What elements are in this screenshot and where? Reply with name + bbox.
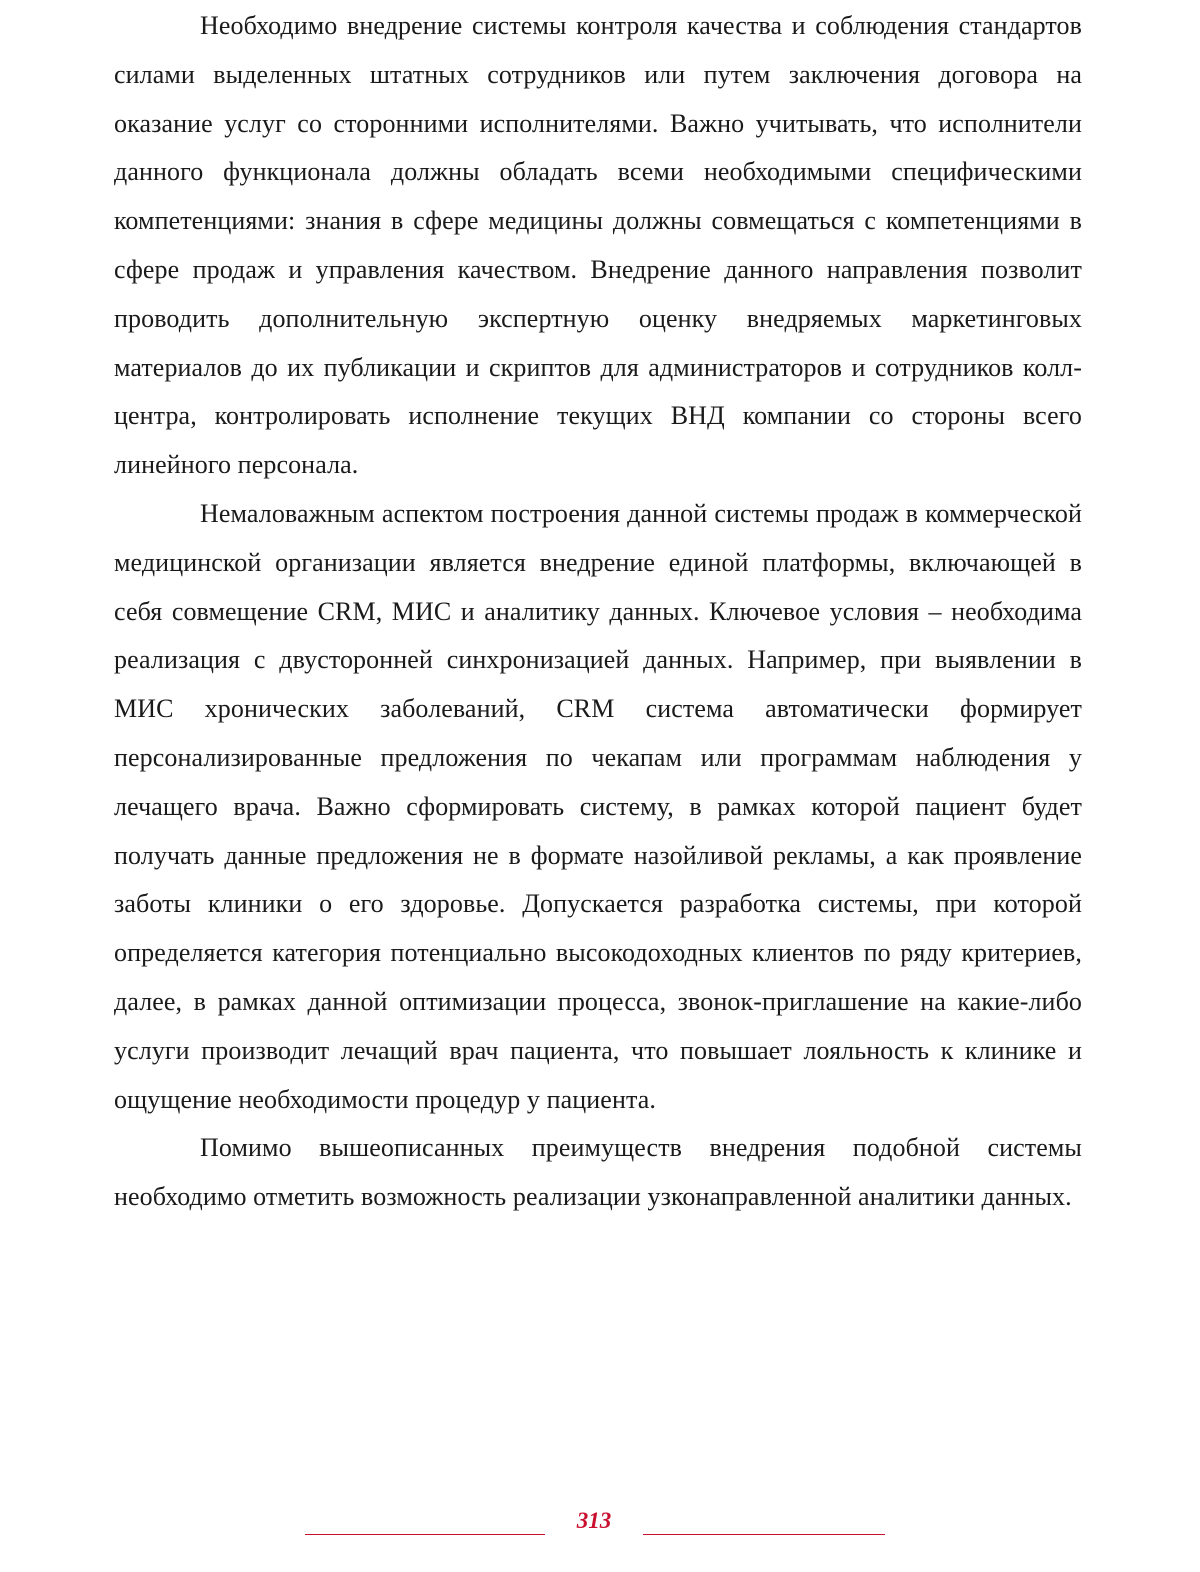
page-footer: [0, 1500, 1200, 1550]
footer-rule-right: [643, 1534, 885, 1535]
footer-rule-left: [305, 1534, 545, 1535]
paragraph-1: Необходимо внедрение системы контроля качества и соблюдения стандартов силами выделенных штатных сотрудников или путем заключения договора на оказание услуг со сторонними исполнителями. Важно учитывать, что исполнители данного функционала должны обладать всеми необходимыми специфическими компетенциями: знания в сфере медицины должны совмещаться с компетенциями в сфере продаж и управления качеством. Внедрение данного направления позволит проводить дополнительную экспертную оценку внедряемых маркетинговых материалов до их публикации и скриптов для администраторов и сотрудников колл-центра, контролировать исполнение текущих ВНД компании со стороны всего линейного персонала.: [114, 11, 1082, 480]
paragraph-2: Немаловажным аспектом построения данной системы продаж в коммерческой медицинской организации является внедрение единой платформы, включающей в себя совмещение CRM, МИС и аналитику данных. Ключевое условия – необходима реализация с двусторонней синхронизацией данных. Например, при выявлении в МИС хронических заболеваний, CRM система автоматически формирует персонализированные предложения по чекапам или программам наблюдения у лечащего врача. Важно сформировать систему, в рамках которой пациент будет получать данные предложения не в формате назойливой рекламы, а как проявление заботы клиники о его здоровье. Допускается разработка системы, при которой определяется категория потенциально высокодоходных клиентов по ряду критериев, далее, в рамках данной оптимизации процесса, звонок-приглашение на какие-либо услуги производит лечащий врач пациента, что повышает лояльность к клинике и ощущение необходимости процедур у пациента.: [114, 498, 1082, 1114]
page-number: 313: [576, 1508, 612, 1533]
paragraph-3: Помимо вышеописанных преимуществ внедрения подобной системы необходимо отметить возможность реализации узконаправленной аналитики данных.: [114, 1133, 1082, 1212]
body-text: [114, 2, 1082, 1222]
